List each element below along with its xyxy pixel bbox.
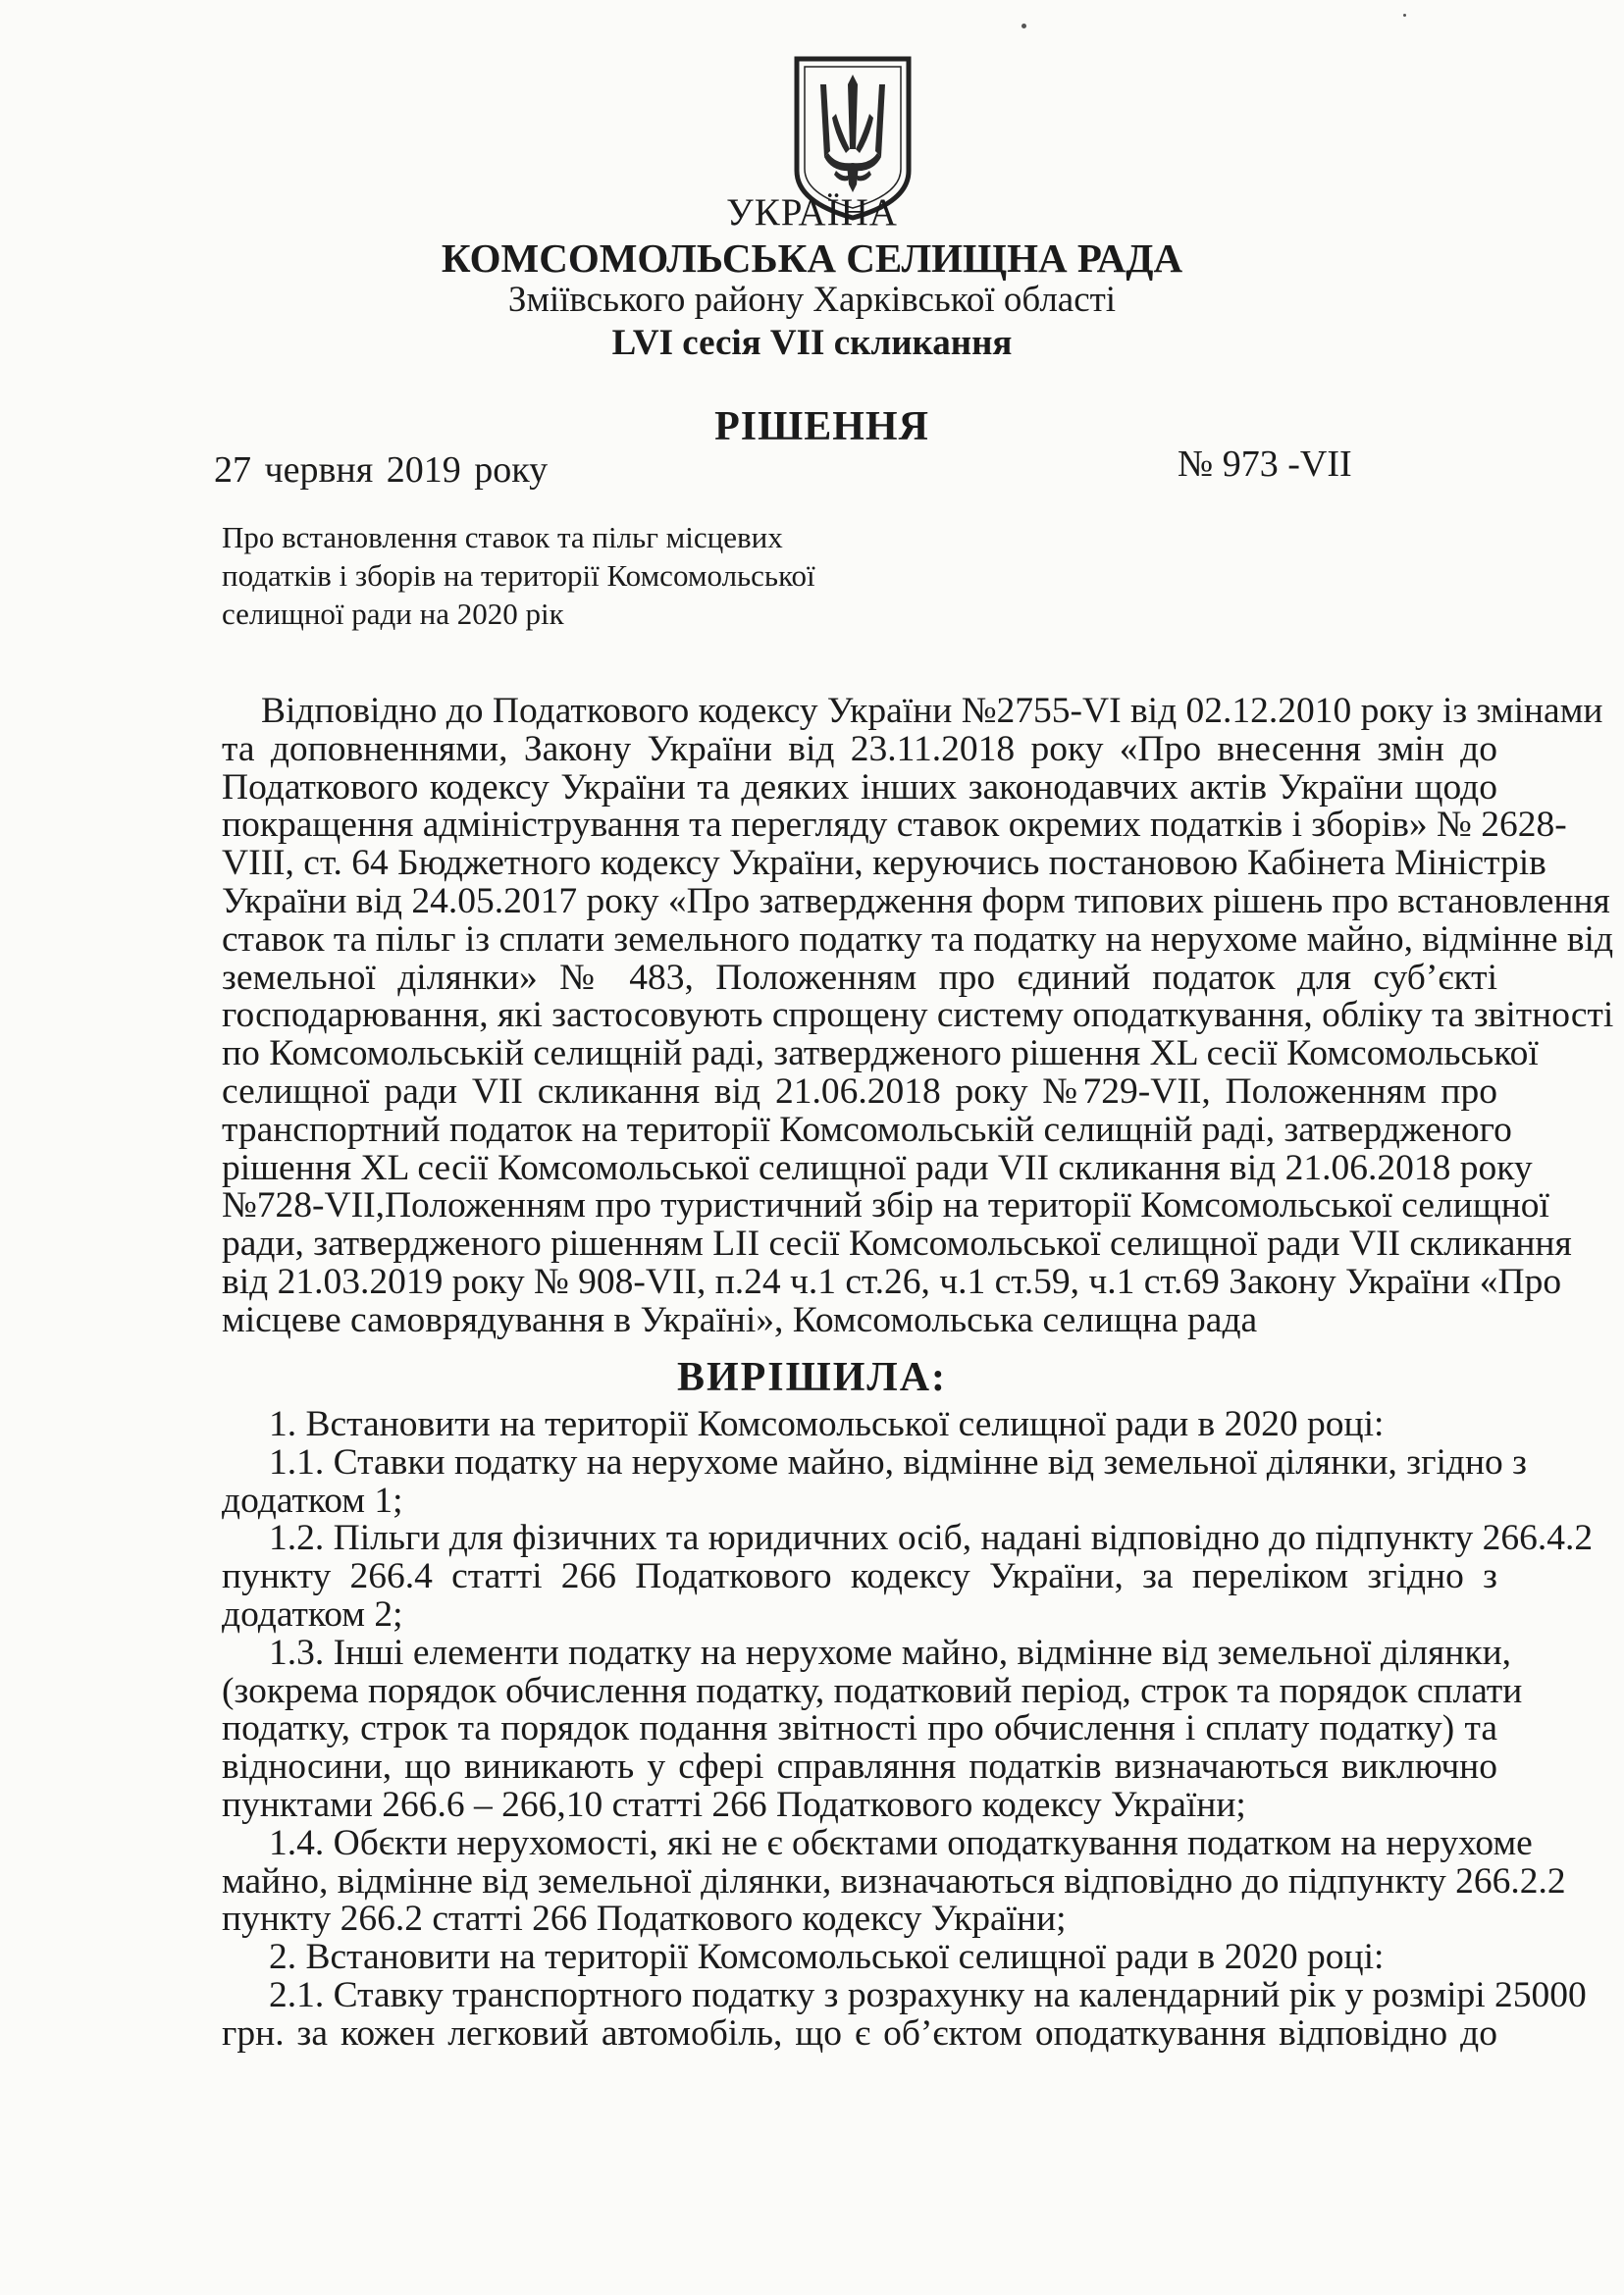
item-line: додатком 1; [222,1480,403,1521]
header-session: LVI сесія VII скликання [611,323,1013,363]
preamble-line: від 21.03.2019 року № 908-VII, п.24 ч.1 ст.26, ч.1 ст.59, ч.1 ст.69 Закону України «Про [222,1261,1562,1302]
subject-line: Про встановлення ставок та пільг місцевих [222,520,783,554]
preamble-line: та доповненнями, Закону України від 23.11.2018 року «Про внесення змін до [222,728,1497,769]
decision-subject [222,518,815,633]
scan-speck [1022,24,1026,28]
preamble-line: №728-VII,Положенням про туристичний збір на території Комсомольської селищної [222,1185,1549,1226]
item-line: 2.1. Ставку транспортного податку з розрахунку на календарний рік у розмірі 25000 [269,1974,1587,2015]
item-line: 2. Встановити на території Комсомольської селищної ради в 2020 році: [269,1937,1385,1978]
item-line: пункту 266.2 статті 266 Податкового кодексу України; [222,1899,1067,1940]
preamble-line: Відповідно до Податкового кодексу України №2755-VI від 02.12.2010 року із змінами [261,691,1603,731]
preamble-line: земельної ділянки» № 483, Положенням про єдиний податок для суб’єкті [222,957,1497,998]
item-line: майно, відмінне від земельної ділянки, визначаються відповідно до підпункту 266.2.2 [222,1860,1566,1902]
preamble [222,691,1614,1340]
preamble-line: Податкового кодексу України та деяких інших законодавчих актів України щодо [222,766,1497,808]
preamble-line: селищної ради VII скликання від 21.06.2018 року №729-VII, Положенням про [222,1070,1497,1112]
preamble-line: ставок та пільг із сплати земельного податку та податку на нерухоме майно, відмінне від [222,918,1614,960]
subject-line: податків і зборів на території Комсомольської [222,558,815,593]
item-line: 1.3. Інші елементи податку на нерухоме майно, відмінне від земельної ділянки, [269,1632,1512,1673]
header-country: УКРАЇНА [726,191,898,234]
item-line: відносини, що виникають у сфері справляння податків визначаються виключно [222,1747,1497,1788]
item-line: податку, строк та порядок подання звітності про обчислення і сплату податку) та [222,1708,1497,1749]
preamble-line: покращення адміністрування та перегляду ставок окремих податків і зборів» № 2628- [222,805,1567,846]
subject-line: селищної ради на 2020 рік [222,597,564,631]
item-line: грн. за кожен легковий автомобіль, що є об’єктом оподаткування відповідно до [222,2012,1497,2054]
preamble-line: рішення XL сесії Комсомольської селищної ради VII скликання від 21.06.2018 року [222,1147,1533,1188]
item-line: 1.2. Пільги для фізичних та юридичних осіб, надані відповідно до підпункту 266.4.2 [269,1518,1594,1559]
document-title: РІШЕННЯ [714,404,929,449]
header-council: КОМСОМОЛЬСЬКА СЕЛИЩНА РАДА [441,235,1183,281]
item-line: 1.1. Ставки податку на нерухоме майно, відмінне від земельної ділянки, згідно з [269,1441,1527,1483]
preamble-line: по Комсомольській селищній раді, затвердженого рішення XL сесії Комсомольської [222,1033,1539,1074]
preamble-line: VIII, ст. 64 Бюджетного кодексу України, керуючись постановою Кабінета Міністрів [222,843,1546,884]
decision-number: № 973 -VII [1178,443,1352,485]
item-line: 1.4. Обєкти нерухомості, які не є обєктами оподаткування податком на нерухоме [269,1822,1533,1863]
item-line: додатком 2; [222,1593,403,1635]
item-line: пункту 266.4 статті 266 Податкового кодексу України, за переліком згідно з [222,1556,1497,1597]
preamble-line: господарювання, які застосовують спрощену систему оподаткування, обліку та звітності [222,995,1614,1036]
decision-date: 27 червня 2019 року [214,449,549,491]
preamble-line: України від 24.05.2017 року «Про затвердження форм типових рішень про встановлення [222,880,1610,921]
header-region: Зміївського району Харківської області [507,280,1117,320]
preamble-line: ради, затвердженого рішенням LII сесії Комсомольської селищної ради VII скликання [222,1224,1572,1265]
preamble-line: транспортний податок на території Комсомольській селищній раді, затвердженого [222,1109,1512,1150]
preamble-line: місцеве самоврядування в Україні», Комсомольська селищна рада [222,1299,1258,1340]
item-line: (зокрема порядок обчислення податку, податковий період, строк та порядок сплати [222,1670,1523,1711]
scan-speck [1403,14,1406,17]
decided-heading: ВИРІШИЛА: [676,1355,948,1400]
item-line: пунктами 266.6 – 266,10 статті 266 Податкового кодексу України; [222,1784,1246,1825]
resolution-items [222,1404,1594,2054]
item-line: 1. Встановити на території Комсомольської селищної ради в 2020 році: [269,1404,1385,1444]
